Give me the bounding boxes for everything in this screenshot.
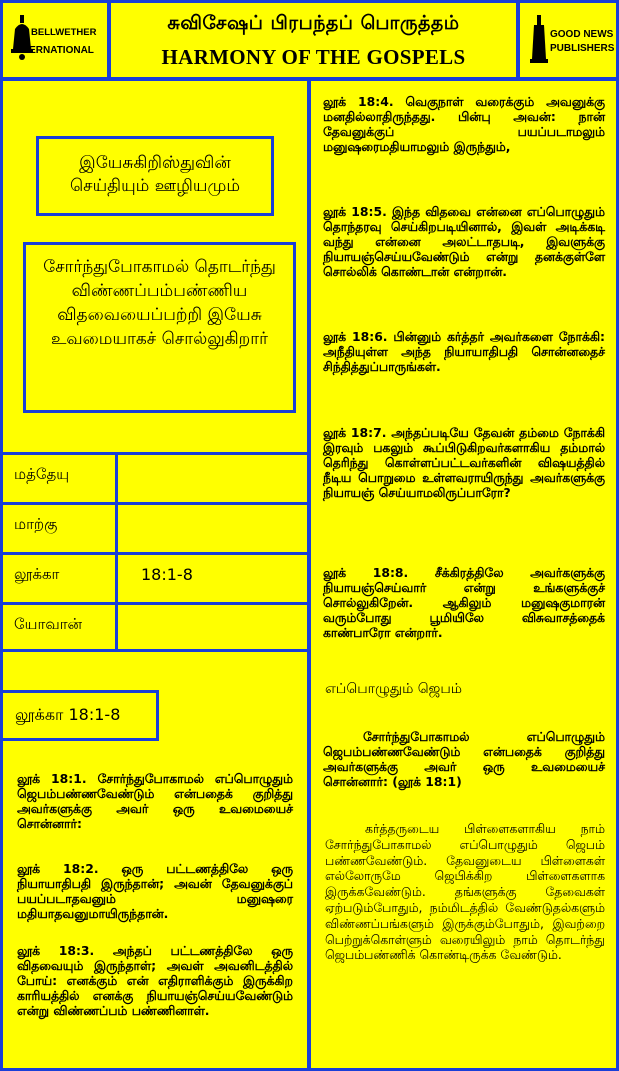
good-news-logo [520, 3, 616, 77]
gospel-name: யோவான் [0, 605, 118, 649]
verse-paragraph: லூக் 18:3. அந்தப் பட்டணத்திலே ஒரு விதவையும் இருந்தாள்; அவள் அவனிடத்தில் போய்: எனக்கும் என் எதிராளிக்கும் இருக்கிற காரியத்தில் எனக்கு நியாயஞ்செய்யவேண்டும் என்று விண்ணப்பம் பண்ணினாள். [17, 943, 293, 1018]
verse-paragraph: லூக் 18:6. பின்னும் கர்த்தர் அவர்களை நோக்கி: அநீதியுள்ள அந்த நியாயாதிபதி சொன்னதைச் சிந்தித்துப்பாருங்கள். [323, 329, 605, 374]
gospel-name: மத்தேயு [0, 455, 118, 502]
verse-paragraph: லூக் 18:5. இந்த விதவை என்னை எப்பொழுதும் தொந்தரவு செய்கிறபடியினால், இவள் அடிக்கடி வந்து என்னை அலட்டாதபடி, இவளுக்கு நியாயஞ்செய்யவேண்டும் என்று தனக்குள்ளே சொல்லிக் கொண்டான் என்றான். [323, 204, 605, 279]
verse-paragraph: லூக் 18:1. சோர்ந்துபோகாமல் எப்பொழுதும் ஜெபம்பண்ணவேண்டும் என்பதைக் குறித்து அவர்களுக்கு அவர் ஒரு உவமையைச் சொன்னார்: [17, 771, 293, 831]
summary-text: சோர்ந்துபோகாமல் எப்பொழுதும் ஜெபம்பண்ணவேண்டும் என்பதைக் குறித்து அவர்களுக்கு அவர் ஒரு உவமையைச் சொன்னார்: (லூக் 18:1) [323, 729, 605, 789]
gospel-ref [121, 605, 307, 649]
title-english: HARMONY OF THE GOSPELS [161, 45, 466, 69]
gospel-ref [121, 455, 307, 502]
left-column [3, 81, 307, 1068]
gospel-name: மாற்கு [0, 505, 118, 552]
topic-title-box: சோர்ந்துபோகாமல் தொடர்ந்து விண்ணப்பம்பண்ணிய விதவையைப்பற்றி இயேசு உவமையாகச் சொல்லுகிறார் [23, 242, 296, 413]
commentary-paragraph [325, 821, 605, 963]
table-row [0, 502, 307, 552]
verse-paragraph: லூக் 18:4. வெகுநாள் வரைக்கும் அவனுக்கு மனதில்லாதிருந்தது. பின்பு அவன்: நான் தேவனுக்குப் பயப்படாமலும் மனுஷரைமதியாமலும் இருந்தும், [323, 94, 605, 154]
good-news-text-2: PUBLISHERS [550, 43, 615, 54]
gospel-ref: 18:1-8 [141, 565, 193, 584]
table-row [0, 602, 307, 652]
verse-paragraph: லூக் 18:2. ஒரு பட்டணத்திலே ஒரு நியாயாதிபதி இருந்தான்; அவன் தேவனுக்குப் பயப்படாதவனும் மனுஷரை மதியாதவனுமாயிருந்தான். [17, 861, 293, 921]
gospel-reference-table [0, 452, 307, 652]
bellwether-text-2: INTERNATIONAL [13, 45, 94, 56]
header-title-block [111, 3, 516, 77]
passage-label: லூக்கா 18:1-8 [0, 690, 159, 741]
verse-paragraph: லூக் 18:8. சீக்கிரத்திலே அவர்களுக்கு நியாயஞ்செய்வார் என்று உங்களுக்குச் சொல்லுகிறேன். ஆகிலும் மனுஷகுமாரன் வரும்போது பூமியிலே விசுவாசத்தைக் காண்பாரோ என்றார். [323, 565, 605, 640]
section-title-box: இயேசுகிறிஸ்துவின் செய்தியும் ஊழியமும் [36, 136, 274, 216]
gospel-name: லூக்கா [0, 555, 118, 602]
gospel-ref [121, 505, 307, 552]
verse-paragraph: லூக் 18:7. அந்தப்படியே தேவன் தம்மை நோக்கி இரவும் பகலும் கூப்பிடுகிறவர்களாகிய தம்மால் தெரிந்து கொள்ளப்பட்டவர்களின் விஷயத்தில் நீடிய பொறுமை உள்ளவராயிருந்து அவர்களுக்கு நியாயஞ் செய்யாமலிருப்பாரோ? [323, 425, 605, 500]
bellwether-text-1: BELLWETHER [31, 27, 97, 38]
right-column [311, 81, 616, 1068]
bellwether-logo [3, 3, 107, 77]
good-news-text-1: GOOD NEWS [550, 29, 614, 40]
commentary-text: கர்த்தருடைய பிள்ளைகளாகிய நாம் சோர்ந்துபோகாமல் எப்பொழுதும் ஜெபம் பண்ணவேண்டும். தேவனுடைய பிள்ளைகள் எல்லோருமே ஜெபிக்கிற பிள்ளைகளாக இருக்கவேண்டும். தங்களுக்கு தேவைகள் ஏற்படும்போதும், நம்மிடத்தில் வேண்டுதல்களும் விண்ணப்பங்களும் இருக்கும்போதும், இவற்றை பெற்றுக்கொள்ளும் வரையிலும் நாம் தொடர்ந்து ஜெபம்பண்ணிக் கொண்டிருக்க வேண்டும். [325, 821, 605, 963]
table-row [0, 452, 307, 502]
section-heading: எப்பொழுதும் ஜெபம் [325, 681, 463, 697]
title-tamil: சுவிசேஷப் பிரபந்தப் பொருத்தம் [167, 12, 460, 34]
summary-paragraph [323, 729, 605, 789]
tower-icon [530, 15, 548, 63]
table-row [0, 552, 307, 602]
